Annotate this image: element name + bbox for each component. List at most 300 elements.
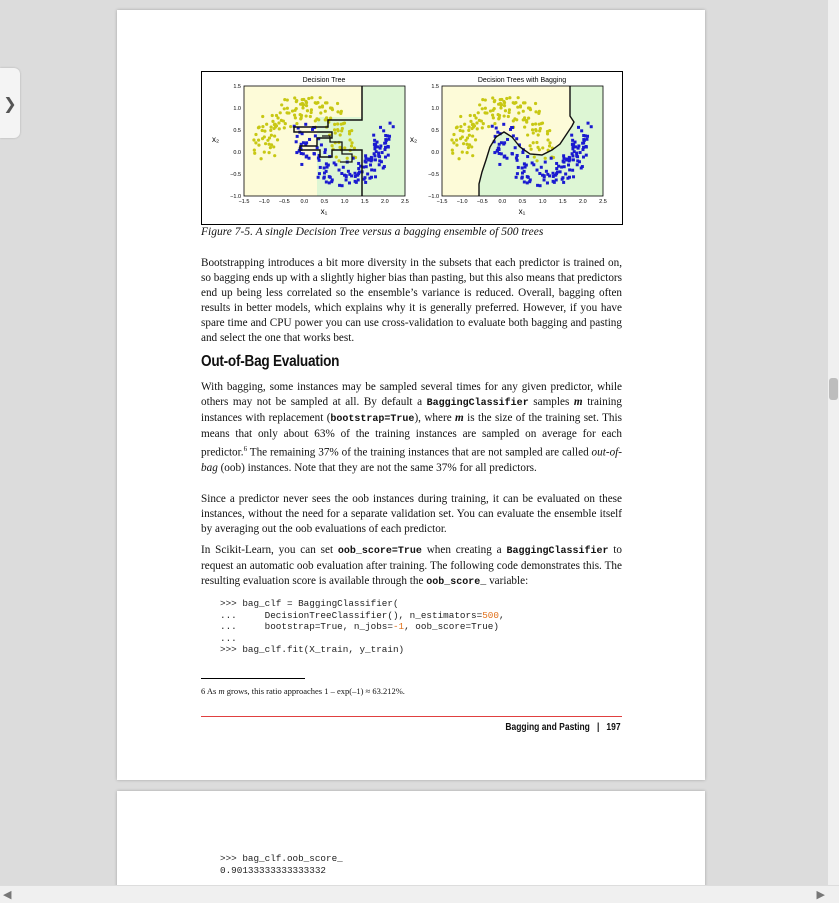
class-0-point: [309, 115, 312, 118]
class-1-point: [585, 154, 588, 157]
class-0-point: [353, 147, 356, 150]
class-0-point: [301, 98, 304, 101]
y-tick-label: −0.5: [230, 172, 241, 178]
class-1-point: [342, 166, 345, 169]
class-0-point: [307, 97, 310, 100]
class-1-point: [536, 184, 539, 187]
class-1-point: [325, 162, 328, 165]
class-1-point: [382, 129, 385, 132]
class-0-point: [321, 104, 324, 107]
class-0-point: [535, 159, 538, 162]
class-0-point: [548, 144, 551, 147]
class-1-point: [562, 154, 565, 157]
class-0-point: [305, 104, 308, 107]
class-0-point: [499, 98, 502, 101]
class-1-point: [516, 172, 519, 175]
left-xlabel: x₁: [320, 207, 328, 216]
class-1-point: [521, 172, 524, 175]
y-tick-label: −1.0: [428, 194, 439, 200]
class-1-point: [392, 125, 395, 128]
class-0-point: [548, 129, 551, 132]
class-1-point: [577, 147, 580, 150]
paragraph-bootstrapping: Bootstrapping introduces a bit more diversity in the subsets that each predictor is trained on, so bagging ends up with a slightly higher bias than pasting, but this also means that predictors end up being less correlated so the ensemble’s variance is reduced. Overall, bagging often results in better models, which explains why it is generally preferred. However, if you have spare time and CPU power you can use cross-validation to evaluate both bagging and pasting and select the one that works best.: [201, 257, 622, 344]
class-1-point: [325, 180, 328, 183]
class-1-point: [577, 126, 580, 129]
class-1-point: [387, 138, 390, 141]
class-1-point: [568, 168, 571, 171]
class-0-point: [465, 151, 468, 154]
class-1-point: [345, 175, 348, 178]
y-tick-label: 0.0: [431, 150, 439, 156]
x-tick-label: 2.0: [381, 199, 389, 205]
class-0-point: [464, 139, 467, 142]
class-0-point: [279, 111, 282, 114]
class-0-point: [265, 123, 268, 126]
class-0-point: [350, 129, 353, 132]
class-1-point: [318, 172, 321, 175]
x-tick-label: 1.5: [558, 199, 567, 205]
class-0-point: [505, 97, 508, 100]
class-1-point: [555, 162, 558, 165]
class-1-point: [521, 176, 524, 179]
x-tick-label: 1.0: [340, 199, 349, 205]
class-0-point: [525, 120, 528, 123]
class-0-point: [348, 138, 351, 141]
class-0-point: [470, 127, 473, 130]
class-1-point: [543, 178, 546, 181]
class-1-point: [506, 138, 509, 141]
class-0-point: [499, 106, 502, 109]
class-0-point: [280, 119, 283, 122]
class-1-point: [308, 138, 311, 141]
class-0-point: [293, 96, 296, 99]
class-0-point: [459, 115, 462, 118]
class-0-point: [512, 119, 515, 122]
class-1-point: [562, 161, 565, 164]
class-1-point: [374, 158, 377, 161]
class-0-point: [330, 107, 333, 110]
class-1-point: [377, 154, 380, 157]
class-0-point: [280, 103, 283, 106]
class-1-point: [523, 162, 526, 165]
class-0-point: [478, 103, 481, 106]
class-0-point: [544, 157, 547, 160]
class-1-point: [521, 151, 524, 154]
paragraph-bagging-sampling: With bagging, some instances may be sampled several times for any given predictor, while others may not be sampled at all. By default a BaggingClassifier samples m training instances with replacement (bootstrap=True), where m is the size of the training set. This means that only about 63% of the training instances are sampled on average for each predictor.$^6$ The remaining 37% of the training instances that are not sampled are called out-of-bag (oob) instances. Note that they are not the same 37% for all predictors.: [201, 381, 622, 474]
horizontal-scrollbar[interactable]: [0, 885, 839, 903]
class-0-point: [350, 144, 353, 147]
class-1-point: [375, 150, 378, 153]
class-0-point: [463, 123, 466, 126]
class-0-point: [343, 146, 346, 149]
class-1-point: [511, 126, 514, 129]
class-0-point: [503, 114, 506, 117]
class-1-point: [580, 129, 583, 132]
class-1-point: [378, 163, 381, 166]
x-tick-label: −0.5: [278, 199, 290, 205]
class-1-point: [515, 157, 518, 160]
class-1-point: [570, 134, 573, 137]
scrollbar-thumb[interactable]: [829, 378, 838, 400]
class-0-point: [535, 129, 538, 132]
class-0-point: [252, 138, 255, 141]
class-1-point: [555, 178, 558, 181]
y-tick-label: 1.5: [431, 84, 439, 90]
class-1-point: [581, 148, 584, 151]
sidebar-toggle-button[interactable]: [0, 68, 20, 138]
class-1-point: [295, 151, 298, 154]
footnote-reference-link[interactable]: 6: [243, 445, 248, 453]
class-0-point: [504, 109, 507, 112]
class-0-point: [339, 112, 342, 115]
class-1-point: [319, 166, 322, 169]
class-0-point: [529, 144, 532, 147]
class-1-point: [557, 165, 560, 168]
class-0-point: [489, 109, 492, 112]
class-0-point: [324, 118, 327, 121]
class-0-point: [507, 115, 510, 118]
class-1-point: [526, 155, 529, 158]
left-plot: [212, 77, 409, 216]
class-1-point: [515, 176, 518, 179]
class-0-point: [271, 114, 274, 117]
class-1-point: [364, 154, 367, 157]
class-0-point: [481, 107, 484, 110]
class-0-point: [253, 152, 256, 155]
class-0-point: [451, 148, 454, 151]
class-1-point: [514, 146, 517, 149]
class-1-point: [571, 143, 574, 146]
class-1-point: [573, 150, 576, 153]
class-0-point: [261, 125, 264, 128]
class-1-point: [357, 162, 360, 165]
class-0-point: [270, 134, 273, 137]
class-1-point: [516, 154, 519, 157]
class-1-point: [544, 161, 547, 164]
class-1-point: [324, 148, 327, 151]
right-plot-title: Decision Trees with Bagging: [477, 77, 567, 84]
figure-caption: Figure 7-5. A single Decision Tree versus a bagging ensemble of 500 trees: [201, 226, 544, 238]
class-0-point: [286, 107, 289, 110]
class-1-point: [358, 171, 361, 174]
class-0-point: [481, 126, 484, 129]
class-0-point: [295, 107, 298, 110]
class-0-point: [526, 133, 529, 136]
class-0-point: [497, 103, 500, 106]
class-1-point: [304, 143, 307, 146]
class-0-point: [461, 129, 464, 132]
right-xlabel: x₁: [518, 207, 526, 216]
class-0-point: [512, 101, 515, 104]
paragraph-oob-evaluation: Since a predictor never sees the oob instances during training, it can be evaluated on these instances, without the need for a separate validation set. You can evaluate the ensemble itself by averaging out the oob evaluations of each predictor.: [201, 493, 622, 535]
class-1-point: [564, 172, 567, 175]
class-0-point: [503, 104, 506, 107]
class-1-point: [523, 180, 526, 183]
class-1-point: [562, 157, 565, 160]
code-block-oob-score: >>> bag_clf.oob_score_ 0.90133333333333332: [220, 853, 343, 876]
class-1-point: [317, 176, 320, 179]
class-1-point: [334, 163, 337, 166]
class-0-point: [519, 104, 522, 107]
class-0-point: [273, 134, 276, 137]
class-0-point: [301, 106, 304, 109]
class-0-point: [273, 154, 276, 157]
vertical-scrollbar[interactable]: [828, 0, 839, 886]
class-1-point: [379, 147, 382, 150]
class-1-point: [388, 135, 391, 138]
scroll-right-icon[interactable]: ▶: [816, 888, 825, 901]
class-1-point: [511, 152, 514, 155]
class-0-point: [276, 138, 279, 141]
class-1-point: [383, 165, 386, 168]
class-0-point: [324, 110, 327, 113]
class-0-point: [527, 117, 530, 120]
class-1-point: [328, 175, 331, 178]
class-0-point: [497, 113, 500, 116]
class-0-point: [532, 141, 535, 144]
class-1-point: [543, 175, 546, 178]
class-0-point: [508, 111, 511, 114]
class-0-point: [531, 123, 534, 126]
footnote: 6 As m grows, this ratio approaches 1 – exp(–1) ≈ 63.212%.: [201, 686, 405, 696]
class-0-point: [478, 119, 481, 122]
class-1-point: [366, 172, 369, 175]
class-1-point: [383, 142, 386, 145]
class-1-point: [585, 146, 588, 149]
scroll-left-icon[interactable]: ◀: [3, 888, 12, 901]
class-0-point: [335, 155, 338, 158]
class-0-point: [452, 133, 455, 136]
document-page-197: [117, 10, 705, 780]
class-1-point: [368, 177, 371, 180]
class-0-point: [469, 114, 472, 117]
class-0-point: [459, 129, 462, 132]
class-1-point: [562, 181, 565, 184]
class-0-point: [468, 134, 471, 137]
class-1-point: [561, 178, 564, 181]
class-0-point: [532, 131, 535, 134]
x-tick-label: 0.5: [320, 199, 329, 205]
class-0-point: [477, 111, 480, 114]
class-1-point: [538, 172, 541, 175]
class-0-point: [346, 157, 349, 160]
class-0-point: [493, 107, 496, 110]
class-1-point: [568, 157, 571, 160]
class-0-point: [261, 115, 264, 118]
class-0-point: [491, 114, 494, 117]
left-ylabel: x₂: [212, 135, 220, 144]
class-0-point: [530, 148, 533, 151]
class-0-point: [537, 133, 540, 136]
class-0-point: [452, 141, 455, 144]
class-0-point: [467, 146, 470, 149]
class-0-point: [471, 134, 474, 137]
class-1-point: [363, 178, 366, 181]
class-1-point: [370, 157, 373, 160]
class-1-point: [369, 163, 372, 166]
class-0-point: [295, 99, 298, 102]
class-1-point: [563, 165, 566, 168]
x-tick-label: 2.5: [401, 199, 409, 205]
class-1-point: [383, 148, 386, 151]
class-0-point: [459, 125, 462, 128]
class-1-point: [585, 138, 588, 141]
y-tick-label: 0.5: [431, 128, 439, 134]
class-1-point: [373, 143, 376, 146]
x-tick-label: 1.0: [538, 199, 547, 205]
class-0-point: [336, 110, 339, 113]
class-0-point: [450, 138, 453, 141]
y-tick-label: 0.5: [233, 128, 241, 134]
class-0-point: [534, 122, 537, 125]
class-0-point: [475, 121, 478, 124]
class-1-point: [376, 141, 379, 144]
class-1-point: [373, 169, 376, 172]
class-1-point: [572, 158, 575, 161]
y-tick-label: −1.0: [230, 194, 241, 200]
class-0-point: [457, 157, 460, 160]
class-0-point: [305, 114, 308, 117]
class-1-point: [586, 135, 589, 138]
class-1-point: [370, 168, 373, 171]
chevron-right-icon: ❯: [3, 93, 17, 113]
left-plot-title: Decision Tree: [302, 77, 346, 84]
class-0-point: [293, 114, 296, 117]
class-1-point: [559, 170, 562, 173]
class-1-point: [571, 169, 574, 172]
class-0-point: [263, 151, 266, 154]
class-1-point: [340, 172, 343, 175]
paragraph-scikit-learn: In Scikit-Learn, you can set oob_score=True when creating a BaggingClassifier to request an automatic oob evaluation after training. The following code demonstrates this. The resulting evaluation score is available through the oob_score_ variable:: [201, 544, 622, 588]
y-tick-label: 1.0: [431, 106, 439, 112]
figure-7-5: [201, 71, 623, 225]
class-0-point: [455, 139, 458, 142]
class-1-point: [320, 143, 323, 146]
class-0-point: [305, 101, 308, 104]
class-0-point: [338, 146, 341, 149]
class-0-point: [535, 141, 538, 144]
class-1-point: [581, 142, 584, 145]
x-tick-label: 2.0: [579, 199, 587, 205]
class-1-point: [529, 178, 532, 181]
class-1-point: [575, 154, 578, 157]
class-0-point: [461, 151, 464, 154]
class-1-point: [323, 172, 326, 175]
class-0-point: [538, 129, 541, 132]
class-0-point: [269, 146, 272, 149]
x-tick-label: −1.5: [436, 199, 448, 205]
class-0-point: [299, 113, 302, 116]
x-tick-label: 0.0: [300, 199, 309, 205]
class-1-point: [347, 170, 350, 173]
class-1-point: [582, 156, 585, 159]
class-1-point: [389, 122, 392, 125]
class-1-point: [526, 175, 529, 178]
class-1-point: [506, 157, 509, 160]
class-1-point: [331, 178, 334, 181]
class-1-point: [502, 123, 505, 126]
class-0-point: [264, 142, 267, 145]
class-0-point: [451, 152, 454, 155]
class-0-point: [299, 117, 302, 120]
class-1-point: [546, 181, 549, 184]
class-1-point: [295, 140, 298, 143]
class-1-point: [323, 151, 326, 154]
class-1-point: [496, 131, 499, 134]
class-0-point: [253, 148, 256, 151]
class-0-point: [487, 125, 490, 128]
class-0-point: [272, 145, 275, 148]
class-0-point: [329, 117, 332, 120]
class-1-point: [576, 163, 579, 166]
class-1-point: [314, 134, 317, 137]
class-0-point: [331, 144, 334, 147]
class-1-point: [364, 181, 367, 184]
class-0-point: [334, 131, 337, 134]
class-1-point: [357, 178, 360, 181]
x-tick-label: 1.5: [360, 199, 369, 205]
class-0-point: [517, 96, 520, 99]
class-1-point: [521, 166, 524, 169]
class-0-point: [471, 123, 474, 126]
class-1-point: [495, 127, 498, 130]
class-1-point: [308, 157, 311, 160]
class-0-point: [492, 116, 495, 119]
class-0-point: [534, 102, 537, 105]
class-1-point: [296, 135, 299, 138]
class-0-point: [278, 127, 281, 130]
class-1-point: [515, 137, 518, 140]
class-0-point: [337, 129, 340, 132]
class-0-point: [302, 103, 305, 106]
class-1-point: [323, 176, 326, 179]
class-1-point: [536, 169, 539, 172]
class-0-point: [476, 127, 479, 130]
class-1-point: [587, 122, 590, 125]
class-0-point: [333, 123, 336, 126]
class-0-point: [271, 120, 274, 123]
class-0-point: [266, 139, 269, 142]
x-tick-label: 2.5: [599, 199, 607, 205]
class-0-point: [537, 112, 540, 115]
class-1-point: [491, 125, 494, 128]
class-0-point: [254, 133, 257, 136]
class-0-point: [528, 107, 531, 110]
class-0-point: [259, 157, 262, 160]
class-0-point: [533, 155, 536, 158]
class-1-point: [304, 123, 307, 126]
class-0-point: [497, 117, 500, 120]
class-0-point: [283, 107, 286, 110]
class-0-point: [522, 118, 525, 121]
class-0-point: [269, 129, 272, 132]
class-0-point: [284, 122, 287, 125]
class-1-point: [364, 157, 367, 160]
class-0-point: [484, 98, 487, 101]
class-0-point: [263, 129, 266, 132]
class-0-point: [276, 116, 279, 119]
class-0-point: [462, 142, 465, 145]
class-1-point: [384, 156, 387, 159]
class-0-point: [287, 111, 290, 114]
class-1-point: [374, 175, 377, 178]
class-0-point: [270, 126, 273, 129]
class-0-point: [493, 122, 496, 125]
class-0-point: [257, 143, 260, 146]
section-heading: Out-of-Bag Evaluation: [201, 353, 340, 370]
class-0-point: [482, 122, 485, 125]
class-1-point: [338, 169, 341, 172]
